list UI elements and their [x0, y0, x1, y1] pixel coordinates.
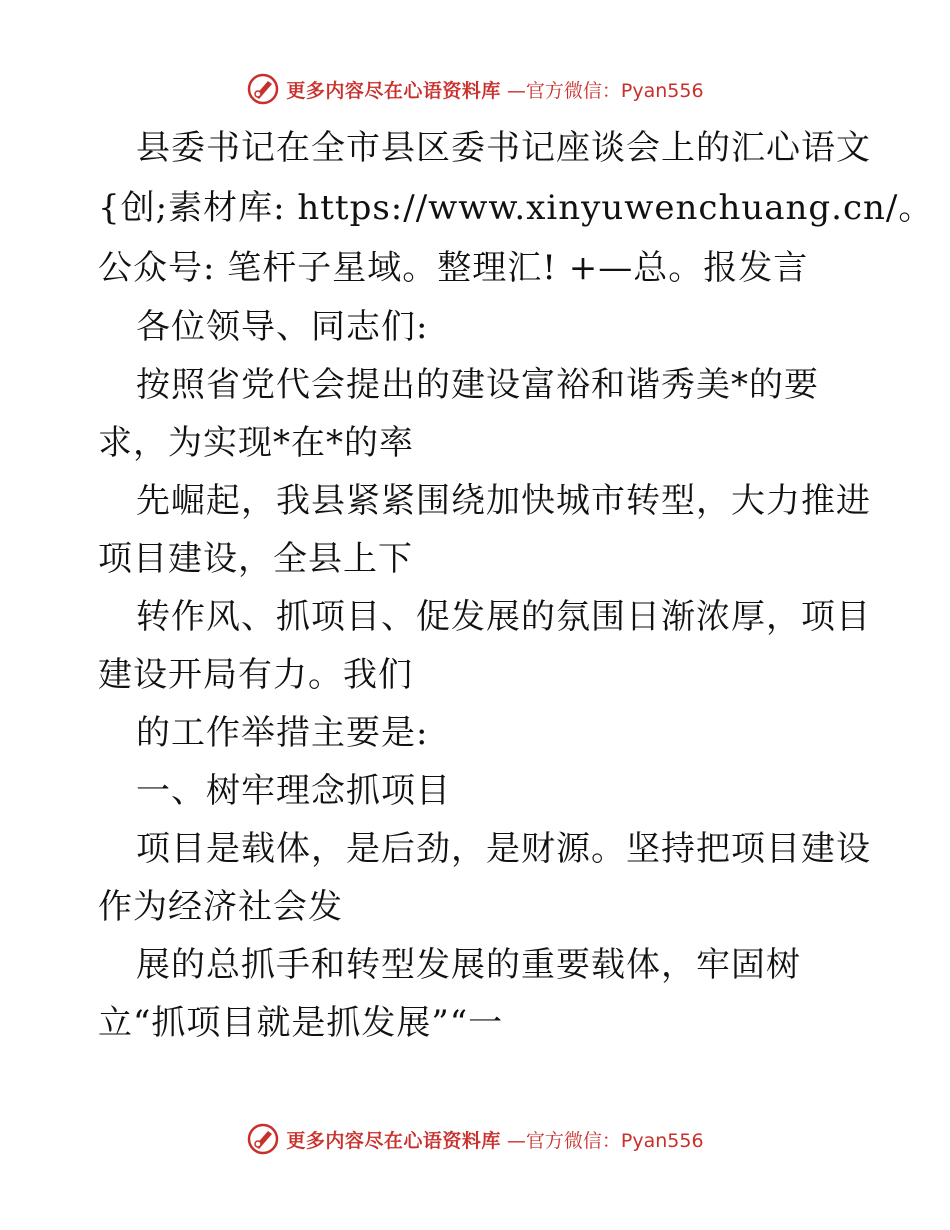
- banner-text: 更多内容尽在心语资料库: [286, 1129, 501, 1152]
- body-paragraphs: [98, 298, 871, 1052]
- document-body: [98, 118, 934, 1052]
- brand-logo-icon: [246, 1122, 280, 1156]
- body-line: 作为经济社会发: [98, 887, 343, 927]
- banner-text: 更多内容尽在心语资料库: [286, 79, 501, 102]
- body-line: 展的总抓手和转型发展的重要载体，牢固树: [136, 945, 801, 985]
- title-line: {创;素材库: https://www.xinyuwenchuang.cn/。: [98, 188, 934, 228]
- body-line: 的工作举措主要是:: [136, 713, 429, 753]
- body-line: 项目建设，全县上下: [98, 539, 413, 579]
- document-title: [98, 118, 934, 298]
- body-line: 求，为实现*在*的率: [98, 423, 414, 463]
- body-line: 先崛起，我县紧紧围绕加快城市转型，大力推进: [136, 481, 871, 521]
- banner-contact: —官方微信：Pyan556: [506, 79, 704, 102]
- title-line: 县委书记在全市县区委书记座谈会上的汇心语文: [136, 128, 871, 168]
- header-banner: [0, 72, 950, 106]
- body-line: 建设开局有力。我们: [98, 655, 413, 695]
- title-line: 公众号: 笔杆子星域。整理汇! +—总。报发言: [98, 248, 809, 288]
- body-line: 转作风、抓项目、促发展的氛围日渐浓厚，项目: [136, 597, 871, 637]
- body-line: 各位领导、同志们:: [136, 307, 429, 347]
- body-line: 项目是载体，是后劲，是财源。坚持把项目建设: [136, 829, 871, 869]
- footer-banner: [0, 1122, 950, 1156]
- banner-contact: —官方微信：Pyan556: [506, 1129, 704, 1152]
- body-line: 一、树牢理念抓项目: [136, 771, 451, 811]
- body-line: 立“抓项目就是抓发展”“一: [98, 1003, 504, 1043]
- brand-logo-icon: [246, 72, 280, 106]
- body-line: 按照省党代会提出的建设富裕和谐秀美*的要: [136, 365, 819, 405]
